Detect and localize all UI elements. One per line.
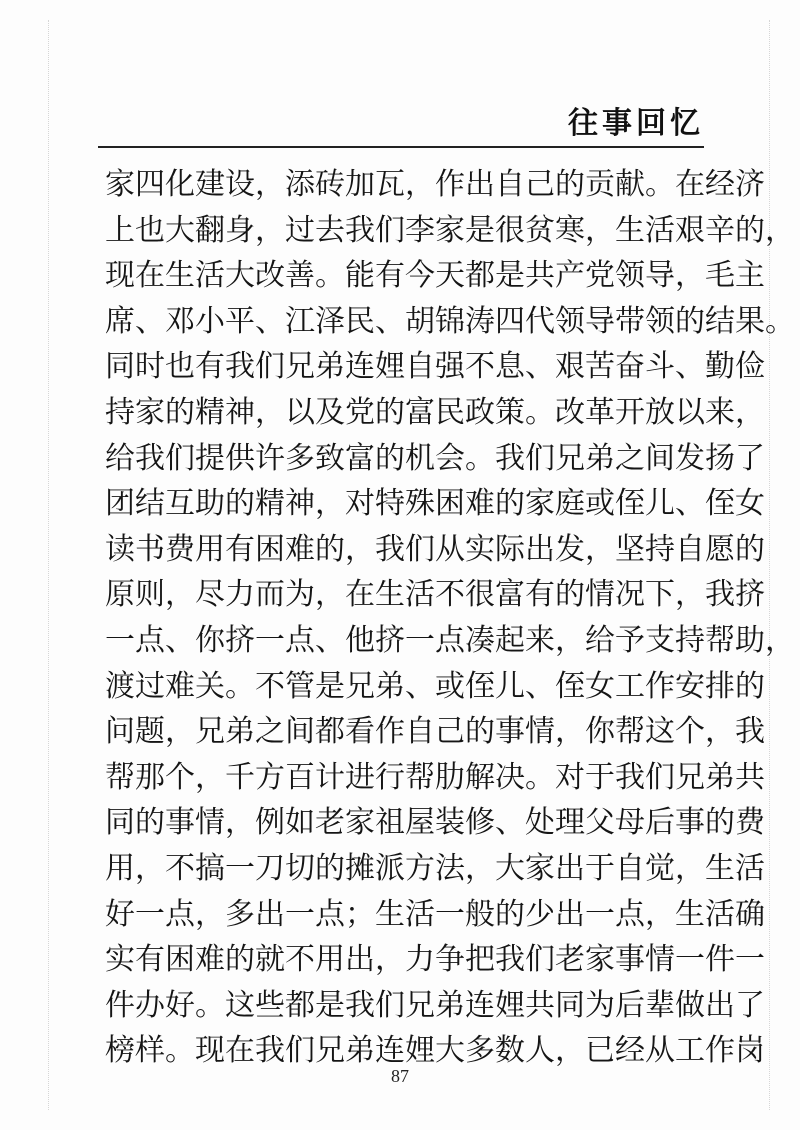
text-line: 渡过难关。不管是兄弟、或侄儿、侄女工作安排的: [105, 668, 765, 704]
text-line: 好一点，多出一点；生活一般的少出一点，生活确: [105, 896, 765, 932]
text-line: 家四化建设，添砖加瓦，作出自己的贡献。在经济: [105, 167, 765, 202]
text-line: 读书费用有困难的，我们从实际出发，坚持自愿的: [105, 531, 765, 567]
page-number: 87: [391, 1066, 409, 1086]
body-text: [105, 162, 795, 1074]
right-margin-guide: [769, 20, 772, 1110]
text-line: 席、邓小平、江泽民、胡锦涛四代领导带领的结果。: [105, 303, 795, 339]
text-line: 帮那个，千方百计进行帮肋解决。对于我们兄弟共: [105, 759, 765, 795]
text-line: 原则，尽力而为，在生活不很富有的情况下，我挤: [105, 577, 765, 613]
text-line: 榜样。现在我们兄弟连娌大多数人，已经从工作岗: [105, 1033, 765, 1069]
text-line: 同的事情，例如老家祖屋装修、处理父母后事的费: [105, 805, 765, 841]
text-line: 件办好。这些都是我们兄弟连娌共同为后辈做出了: [105, 987, 765, 1023]
text-line: 持家的精神，以及党的富民政策。改革开放以来，: [105, 394, 765, 430]
left-margin-guide: [48, 20, 51, 1110]
running-header-title: 往事回忆: [568, 106, 704, 141]
text-line: 用，不搞一刀切的摊派方法，大家出于自觉，生活: [105, 850, 765, 886]
text-line: 问题，兄弟之间都看作自己的事情，你帮这个，我: [105, 714, 765, 750]
text-line: 一点、你挤一点、他挤一点凑起来，给予支持帮助，: [105, 622, 795, 658]
text-line: 团结互助的精神，对特殊困难的家庭或侄儿、侄女: [105, 486, 765, 522]
text-line: 现在生活大改善。能有今天都是共产党领导，毛主: [105, 258, 765, 294]
text-line: 给我们提供许多致富的机会。我们兄弟之间发扬了: [105, 440, 765, 476]
text-line: 实有困难的就不用出，力争把我们老家事情一件一: [105, 942, 765, 978]
header-rule: [98, 146, 704, 148]
text-line: 上也大翻身，过去我们李家是很贫寒，生活艰辛的，: [105, 212, 795, 248]
text-line: 同时也有我们兄弟连娌自强不息、艰苦奋斗、勤俭: [105, 349, 765, 385]
